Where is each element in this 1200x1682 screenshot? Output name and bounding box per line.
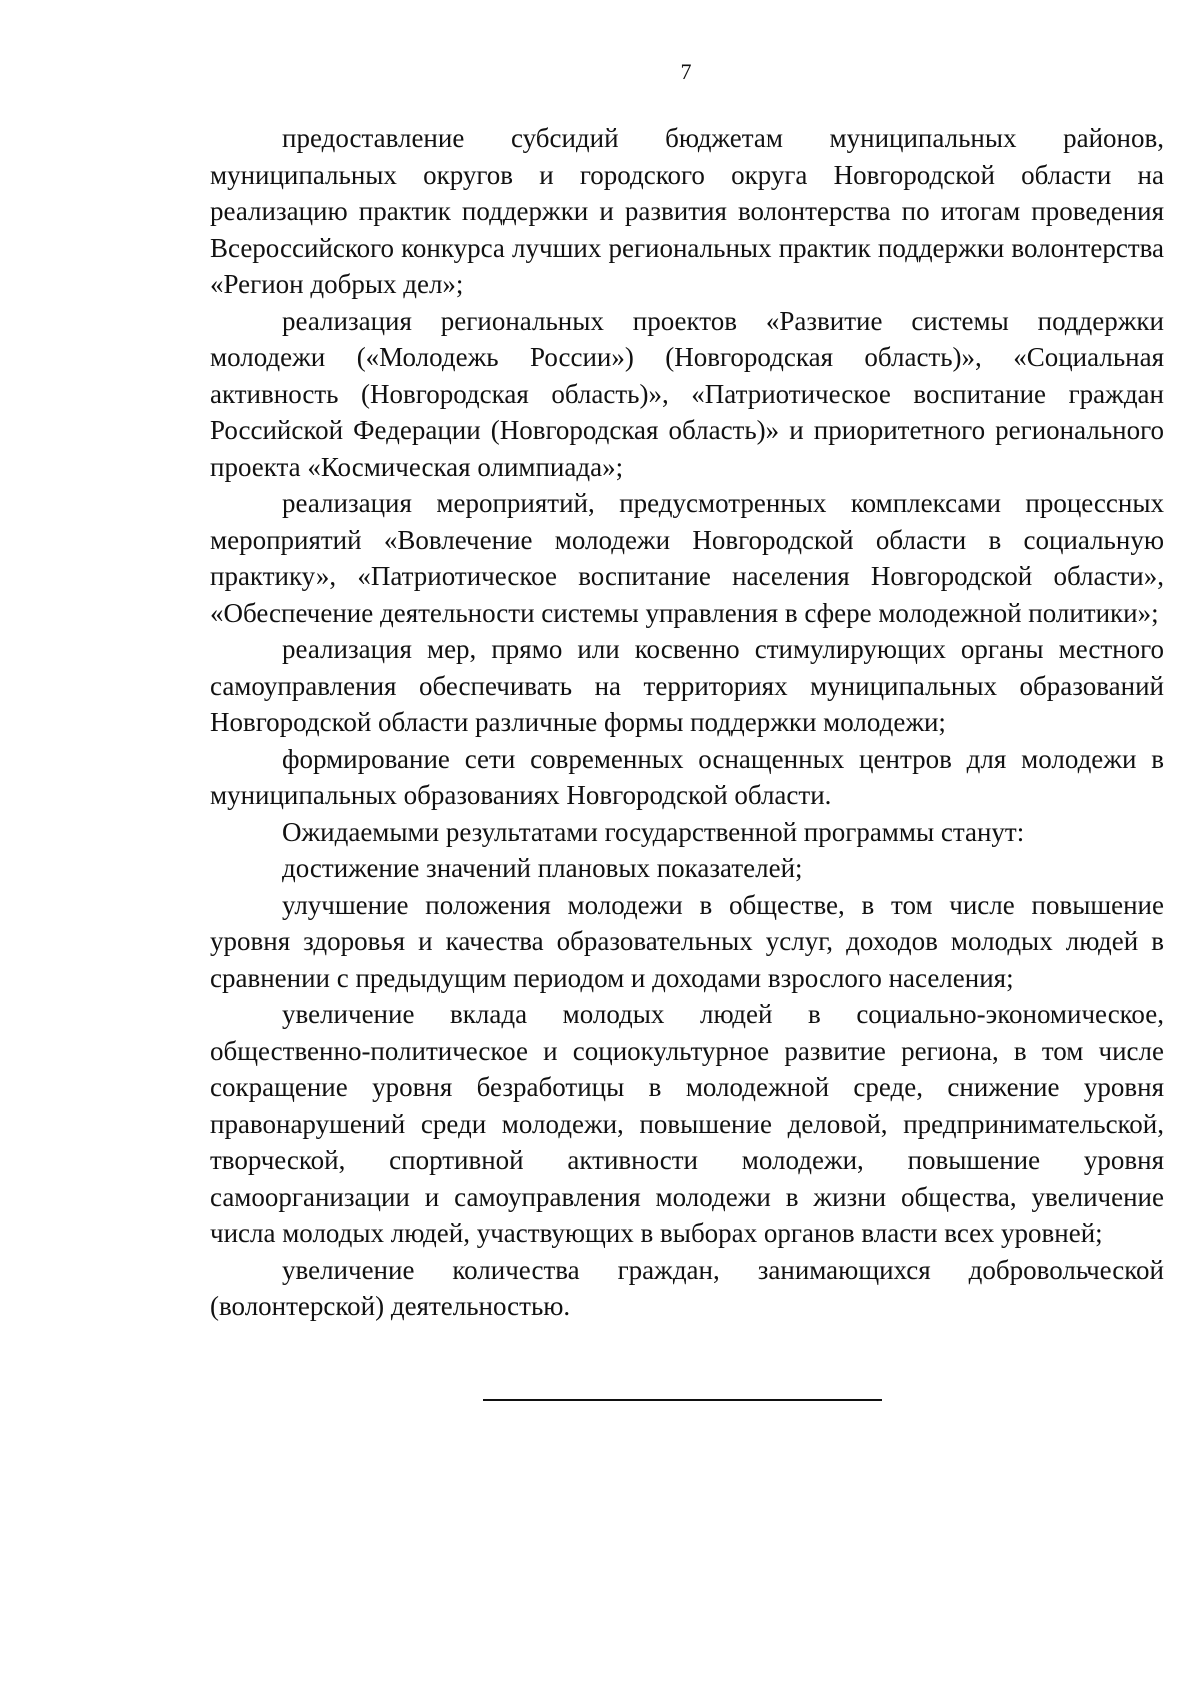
document-body [210, 120, 1164, 1325]
end-divider-line [483, 1399, 882, 1401]
paragraph-youth-position: улучшение положения молодежи в обществе, в том числе повышение уровня здоровья и качества образовательных услуг, доходов молодых людей в сравнении с предыдущим периодом и доходами взрослого населения; [210, 889, 1164, 993]
paragraph-youth-centers: формирование сети современных оснащенных центров для молодежи в муниципальных образованиях Новгородской области. [210, 743, 1164, 810]
paragraph-regional-projects: реализация региональных проектов «Развитие системы поддержки молодежи («Молодежь России») (Новгородская область)», «Социальная активность (Новгородская область)», «Патриотическое воспитание граждан Российской Федерации (Новгородская область)» и приоритетного регионального проекта «Космическая олимпиада»; [210, 305, 1164, 482]
paragraph-target-indicators: достижение значений плановых показателей; [282, 853, 803, 883]
paragraph-expected-results: Ожидаемыми результатами государственной программы станут: [282, 816, 1025, 847]
page-number: 7 [680, 59, 692, 84]
paragraph-process-activities: реализация мероприятий, предусмотренных комплексами процессных мероприятий «Вовлечение молодежи Новгородской области в социальную практику», «Патриотическое воспитание населения Новгородской области», «Обеспечение деятельности системы управления в сфере молодежной политики»; [210, 488, 1164, 628]
paragraph-local-government-measures: реализация мер, прямо или косвенно стимулирующих органы местного самоуправления обеспечивать на территориях муниципальных образований Новгородской области различные формы поддержки молодежи; [210, 634, 1164, 737]
paragraph-subsidies: предоставление субсидий бюджетам муниципальных районов, муниципальных округов и городского округа Новгородской области на реализацию практик поддержки и развития волонтерства по итогам проведения Всероссийского конкурса лучших региональных практик поддержки волонтерства «Регион добрых дел»; [210, 123, 1164, 299]
paragraph-youth-contribution: увеличение вклада молодых людей в социально-экономическое, общественно-политическое и социокультурное развитие региона, в том числе сокращение уровня безработицы в молодежной среде, снижение уровня правонарушений среди молодежи, повышение деловой, предпринимательской, творческой, спортивной активности молодежи, повышение уровня самоорганизации и самоуправления молодежи в жизни общества, увеличение числа молодых людей, участвующих в выборах органов власти всех уровней; [210, 999, 1164, 1248]
paragraph-volunteers: увеличение количества граждан, занимающихся добровольческой (волонтерской) деятельностью. [210, 1254, 1164, 1321]
